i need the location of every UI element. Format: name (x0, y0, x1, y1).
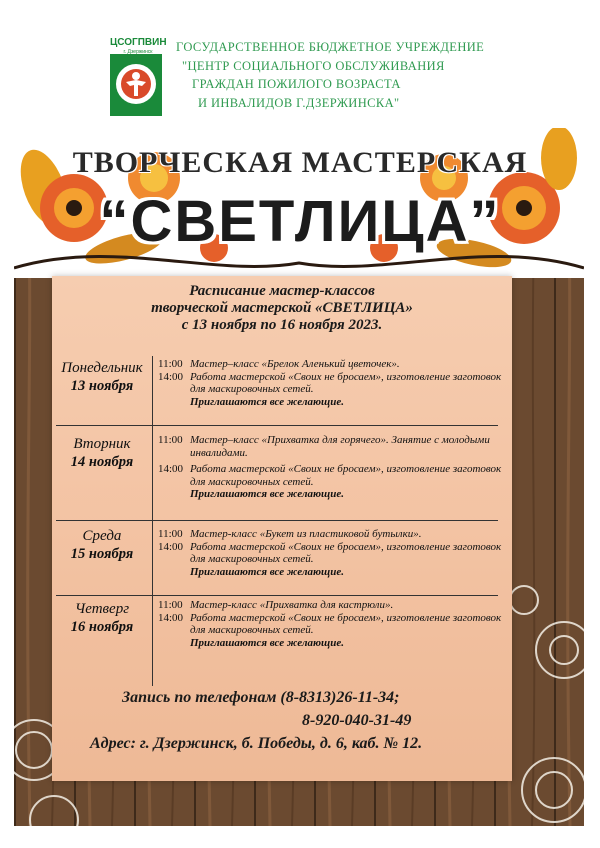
heading-line: Расписание мастер-классов (189, 283, 375, 299)
event-item (158, 528, 503, 541)
phone-line: Запись по телефонам (8-8313)26-11-34; (122, 689, 400, 706)
event-text: Работа мастерской «Своих не бросаем», изготовление заготовок для маскировочных сетей. (190, 463, 502, 488)
day-monday (52, 359, 152, 395)
row-separator (56, 595, 498, 596)
date: 16 ноября (70, 619, 134, 635)
row-separator (56, 425, 498, 426)
heading-line: с 13 ноября по 16 ноября 2023. (181, 317, 383, 333)
weekday: Понедельник (61, 360, 143, 376)
event-time: 11:00 (158, 528, 183, 540)
event-item (158, 463, 503, 488)
event-time: 14:00 (158, 540, 184, 553)
date: 15 ноября (70, 546, 134, 562)
event-text: Работа мастерской «Своих не бросаем», изготовление заготовок для маскировочных сетей. (190, 370, 502, 395)
invite-note: Приглашаются все желающие. (190, 395, 344, 408)
events-monday (158, 358, 503, 408)
event-text: Работа мастерской «Своих не бросаем», изготовление заготовок для маскировочных сетей. (190, 611, 502, 636)
event-item (158, 541, 503, 566)
weekday: Среда (82, 528, 122, 544)
event-time: 11:00 (158, 599, 183, 611)
event-text: Мастер–класс «Брелок Аленький цветочек». (190, 358, 400, 370)
invite-note: Приглашаются все желающие. (190, 488, 344, 500)
table-divider (152, 356, 153, 686)
invite-note: Приглашаются все желающие. (190, 565, 344, 578)
weekday: Четверг (74, 601, 130, 617)
logo-city: г. Дзержинск (123, 49, 153, 55)
event-text: Мастер-класс «Прихватка для кастрюли». (190, 599, 394, 611)
org-line: И ИНВАЛИДОВ Г.ДЗЕРЖИНСКА" (198, 95, 400, 110)
events-wednesday (158, 528, 503, 578)
phone-line: 8-920-040-31-49 (302, 712, 412, 729)
event-time: 11:00 (158, 434, 183, 446)
events-tuesday (158, 434, 503, 501)
event-item (158, 358, 503, 371)
event-item (158, 612, 503, 637)
logo-text: ЦСОГПВИН (110, 37, 167, 48)
org-line: ГОСУДАРСТВЕННОЕ БЮДЖЕТНОЕ УЧРЕЖДЕНИЕ (176, 40, 485, 54)
heading-line: творческой мастерской «СВЕТЛИЦА» (151, 300, 413, 316)
event-time: 14:00 (158, 463, 184, 475)
day-thursday (52, 600, 152, 636)
event-text: Мастер–класс «Прихватка для горячего». Занятие с молодыми инвалидами. (190, 434, 490, 459)
event-item (158, 599, 503, 612)
workshop-title: “СВЕТЛИЦА” (99, 189, 501, 254)
day-tuesday (52, 435, 152, 471)
event-text: Мастер-класс «Букет из пластиковой бутылки». (190, 528, 422, 540)
contact-info (52, 686, 512, 755)
address-line: Адрес: г. Дзержинск, б. Победы, д. 6, каб. № 12. (90, 735, 423, 752)
events-thursday (158, 599, 503, 649)
date: 13 ноября (70, 378, 134, 394)
row-separator (56, 520, 498, 521)
schedule-heading (52, 283, 512, 334)
weekday: Вторник (73, 436, 131, 452)
day-wednesday (52, 527, 152, 563)
event-item (158, 434, 503, 459)
workshop-subtitle: ТВОРЧЕСКАЯ МАСТЕРСКАЯ (72, 146, 528, 179)
date: 14 ноября (70, 454, 134, 470)
event-item (158, 371, 503, 396)
event-time: 14:00 (158, 611, 184, 624)
event-time: 11:00 (158, 358, 183, 370)
org-line: "ЦЕНТР СОЦИАЛЬНОГО ОБСЛУЖИВАНИЯ (182, 58, 445, 73)
invite-note: Приглашаются все желающие. (190, 636, 344, 649)
event-text: Работа мастерской «Своих не бросаем», изготовление заготовок для маскировочных сетей. (190, 540, 502, 565)
event-time: 14:00 (158, 370, 184, 383)
organization-name (176, 38, 486, 112)
org-line: ГРАЖДАН ПОЖИЛОГО ВОЗРАСТА (192, 77, 401, 91)
